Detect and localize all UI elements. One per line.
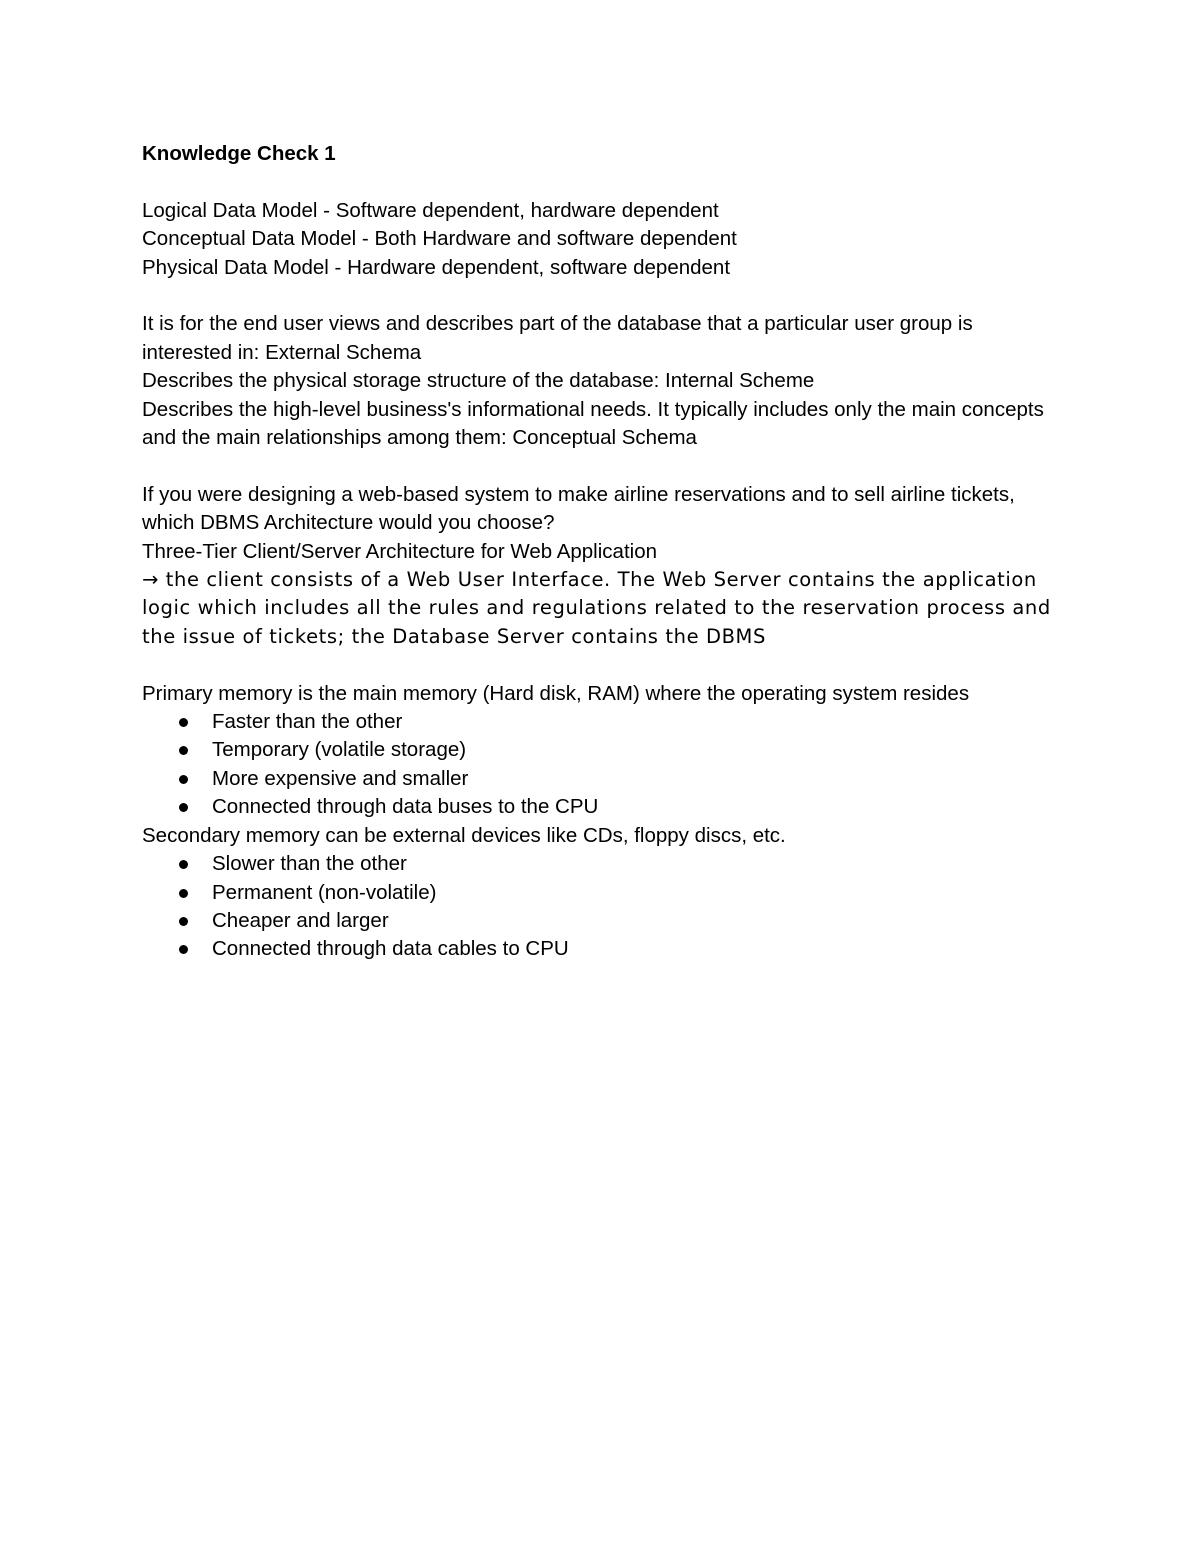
document-page xyxy=(142,140,1062,964)
spacer xyxy=(142,651,1062,679)
spacer xyxy=(142,452,1062,480)
list-item-text: Permanent (non-volatile) xyxy=(212,880,437,904)
list-item xyxy=(212,736,1062,764)
list-item-text: Faster than the other xyxy=(212,710,403,734)
list-item xyxy=(212,765,1062,793)
schema-line-external: It is for the end user views and describes part of the database that a particular user group is interested in: External Schema xyxy=(142,312,973,364)
model-line-conceptual: Conceptual Data Model - Both Hardware and software dependent xyxy=(142,227,737,251)
secondary-memory-list xyxy=(142,850,1062,964)
bullet-icon xyxy=(179,718,188,727)
list-item-text: Cheaper and larger xyxy=(212,908,389,932)
list-item xyxy=(212,850,1062,878)
list-item xyxy=(212,907,1062,935)
page-title: Knowledge Check 1 xyxy=(142,142,336,165)
bullet-icon xyxy=(179,917,188,926)
architecture-question: If you were designing a web-based system to make airline reservations and to sell airline tickets, which DBMS Architecture would you choose? xyxy=(142,482,1015,535)
list-item-text: Connected through data buses to the CPU xyxy=(212,795,599,819)
list-item-text: Slower than the other xyxy=(212,852,407,876)
architecture-answer: Three-Tier Client/Server Architecture for Web Application xyxy=(142,539,657,563)
model-line-physical: Physical Data Model - Hardware dependent, software dependent xyxy=(142,255,731,279)
list-item xyxy=(212,793,1062,821)
bullet-icon xyxy=(179,746,188,755)
primary-memory-intro: Primary memory is the main memory (Hard disk, RAM) where the operating system resides xyxy=(142,681,970,705)
schema-line-internal: Describes the physical storage structure of the database: Internal Scheme xyxy=(142,369,815,393)
schema-line-conceptual: Describes the high-level business's informational needs. It typically includes only the main concepts and the main relationships among them: Conceptual Schema xyxy=(142,397,1044,450)
bullet-icon xyxy=(179,775,188,784)
bullet-icon xyxy=(179,945,188,954)
bullet-icon xyxy=(179,889,188,898)
bullet-icon xyxy=(179,803,188,812)
spacer xyxy=(142,168,1062,196)
secondary-memory-intro: Secondary memory can be external devices like CDs, floppy discs, etc. xyxy=(142,823,786,847)
model-line-logical: Logical Data Model - Software dependent, hardware dependent xyxy=(142,198,719,222)
primary-memory-list xyxy=(142,708,1062,822)
spacer xyxy=(142,282,1062,310)
list-item xyxy=(212,935,1062,963)
list-item xyxy=(212,708,1062,736)
list-item-text: More expensive and smaller xyxy=(212,766,469,790)
list-item-text: Temporary (volatile storage) xyxy=(212,738,467,762)
list-item xyxy=(212,879,1062,907)
list-item-text: Connected through data cables to CPU xyxy=(212,937,569,961)
architecture-explanation: → the client consists of a Web User Interface. The Web Server contains the application logic which includes all the rules and regulations related to the reservation process and the issue of tickets; the Database Server contains the DBMS xyxy=(142,568,1051,648)
bullet-icon xyxy=(179,860,188,869)
